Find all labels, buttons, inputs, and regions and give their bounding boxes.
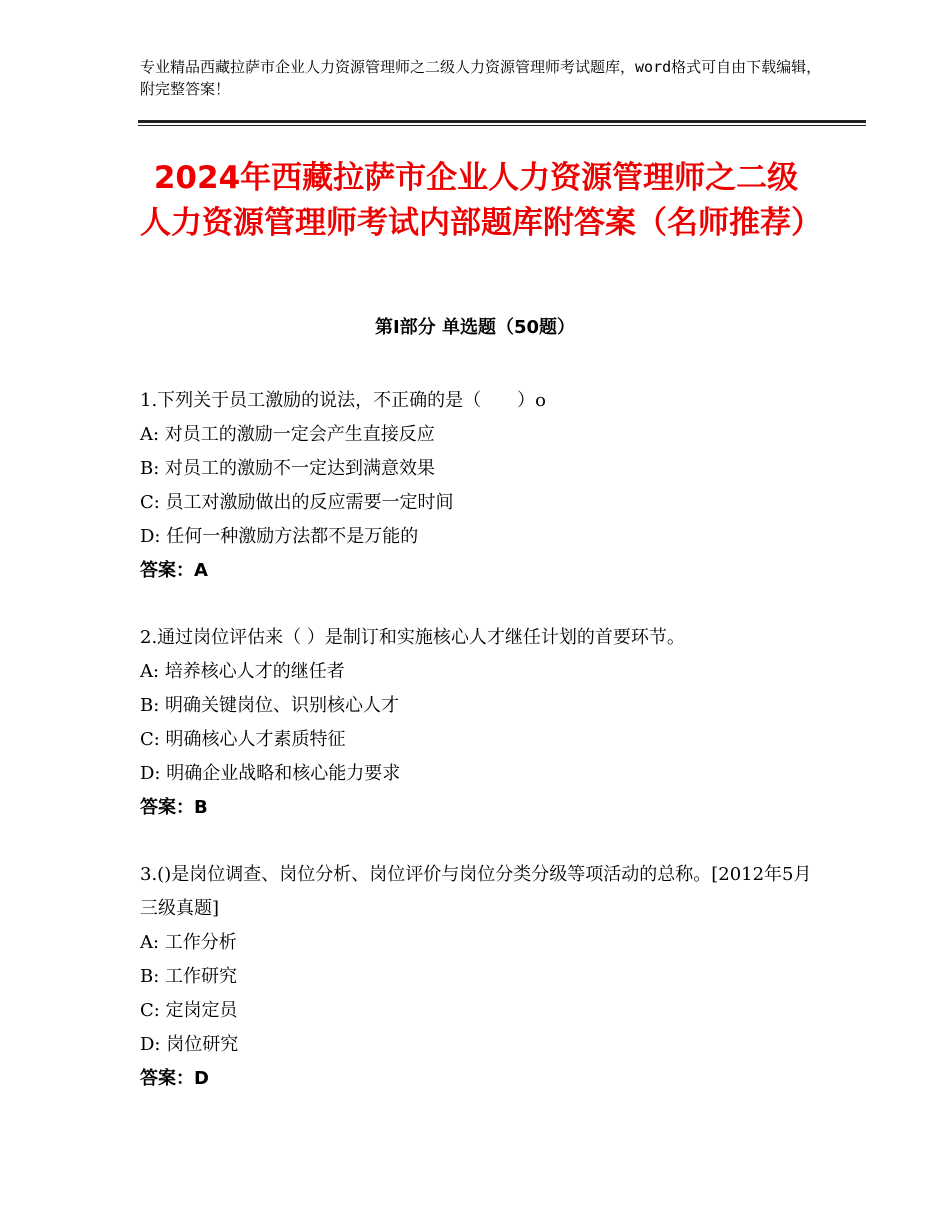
option-a: A: 对员工的激励一定会产生直接反应: [140, 424, 435, 445]
answer-line: 答案：B: [140, 797, 208, 818]
header-divider-thin: [138, 125, 866, 126]
question-block: [140, 384, 820, 588]
header-note: 专业精品西藏拉萨市企业人力资源管理师之二级人力资源管理师考试题库，word格式可自由下载编辑，附完整答案！: [140, 58, 822, 98]
option-c: C: 定岗定员: [140, 1000, 238, 1021]
option-b: B: 明确关键岗位、识别核心人才: [140, 695, 400, 716]
option-d: D: 明确企业战略和核心能力要求: [140, 763, 401, 784]
answer-line: 答案：D: [140, 1068, 209, 1089]
option-b: B: 工作研究: [140, 966, 238, 987]
option-c: C: 明确核心人才素质特征: [140, 729, 346, 750]
option-a: A: 培养核心人才的继任者: [140, 661, 345, 682]
question-stem: 1.下列关于员工激励的说法，不正确的是（ ）o: [140, 390, 547, 411]
option-d: D: 岗位研究: [140, 1034, 239, 1055]
document-title: 2024年西藏拉萨市企业人力资源管理师之二级人力资源管理师考试内部题库附答案（名师推荐）: [140, 160, 822, 241]
option-d: D: 任何一种激励方法都不是万能的: [140, 526, 419, 547]
option-b: B: 对员工的激励不一定达到满意效果: [140, 458, 436, 479]
question-stem: 3.()是岗位调查、岗位分析、岗位评价与岗位分类分级等项活动的总称。[2012年5月三级真题]: [140, 864, 812, 919]
question-block: [140, 858, 820, 1096]
option-c: C: 员工对激励做出的反应需要一定时间: [140, 492, 454, 513]
question-block: [140, 621, 820, 825]
header-divider-thick: [138, 120, 866, 123]
option-a: A: 工作分析: [140, 932, 237, 953]
section-title: 第Ⅰ部分 单选题（50题）: [374, 317, 575, 338]
answer-line: 答案：A: [140, 560, 208, 581]
question-stem: 2.通过岗位评估来（ ）是制订和实施核心人才继任计划的首要环节。: [140, 627, 685, 648]
